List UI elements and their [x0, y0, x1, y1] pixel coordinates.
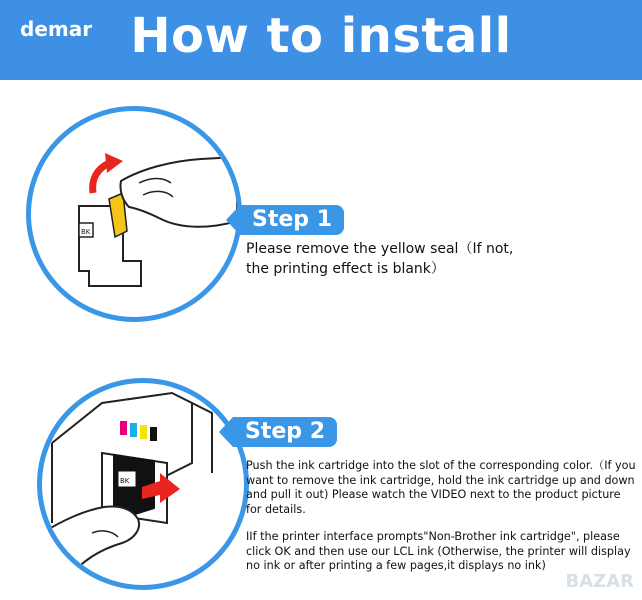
step-1-description	[246, 239, 626, 279]
step-2-badge: Step 2	[233, 417, 337, 447]
step-1-line-1: Please remove the yellow seal（If not,	[246, 241, 514, 257]
step-1-line-2: the printing effect is blank）	[246, 261, 445, 277]
insert-cartridge-icon	[42, 383, 244, 585]
step-2-description	[246, 459, 636, 587]
brand-logo: demar	[20, 17, 93, 41]
step-1-badge: Step 1	[240, 205, 344, 235]
step-2-paragraph-2: IIf the printer interface prompts"Non-Brother ink cartridge", please click OK and then use our LCL ink (Otherwise, the printer will display no ink or after printing a few pages,it displays no ink)	[246, 530, 631, 572]
step-2-paragraph-1: Push the ink cartridge into the slot of the corresponding color.（If you want to remove the ink cartridge, hold the ink cartridge up and down and pull it out) Please watch the VIDEO next to the product picture for details.	[246, 459, 636, 516]
header-banner	[0, 0, 642, 80]
step-1-illustration	[26, 106, 242, 322]
cartridge-label: BK	[81, 228, 91, 236]
remove-seal-icon	[31, 111, 237, 317]
step-2-illustration	[37, 378, 249, 590]
cartridge-label: BK	[120, 477, 130, 485]
page-title: How to install	[130, 8, 512, 64]
watermark-logo: BAZAR	[565, 571, 634, 592]
